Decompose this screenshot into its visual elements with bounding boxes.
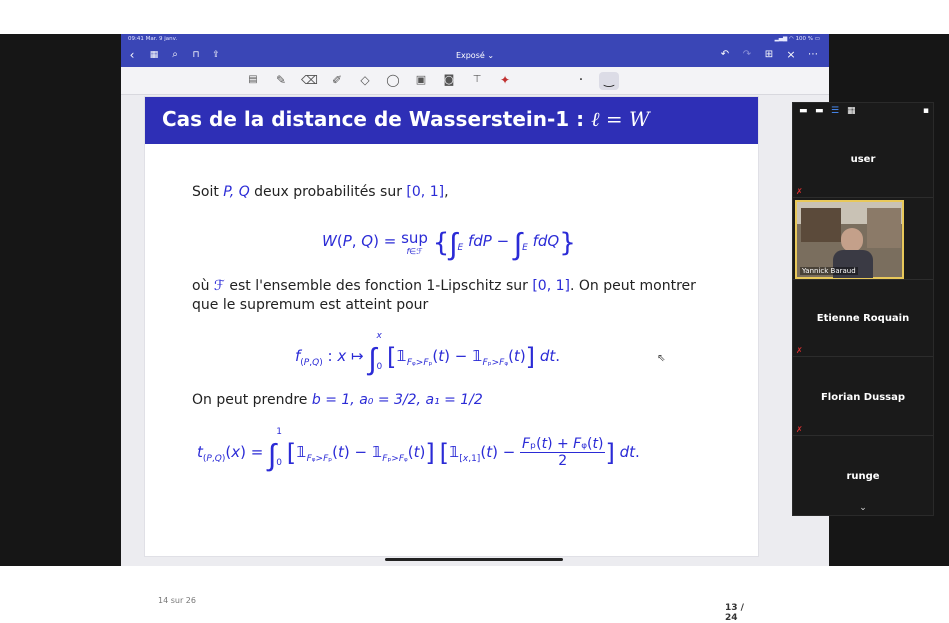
scroll-down-chevron-icon[interactable]: ⌄ (859, 503, 867, 513)
video-name-label: Yannick Baraud (802, 267, 856, 275)
formula-t-pq: $t_{(P,Q)}(x) = \int 1$ 0 [$𝟙_{Fᵩ>F_p}(t)$ − $𝟙_{F_p>Fᵩ}(t)$] [$𝟙_{[x,1]}(t)$ − $\frac{\text{Fₚ(t) + Fᵩ(t)}}{2}$ ] dt. (197, 427, 640, 473)
dot-icon[interactable]: · (578, 72, 584, 88)
highlighter-icon[interactable]: ✐ (331, 73, 343, 87)
pen-icon[interactable]: ✎ (275, 73, 287, 87)
participant-name: user (850, 154, 876, 165)
formula-f-pq: $f_{(P,Q)}$ : x ↦ ∫x 0 [$𝟙_{Fᵩ>F_p}(t)$ − $𝟙_{F_p>Fᵩ}(t)$] dt. (295, 331, 561, 377)
gallery-view-icon[interactable]: ▦ (847, 106, 856, 116)
video-person-head (841, 228, 863, 252)
home-indicator (385, 558, 563, 561)
bookmark-icon[interactable]: ⊓ (192, 50, 200, 60)
expand-icon[interactable]: ▪ (922, 106, 929, 116)
divider (793, 435, 933, 436)
text-icon[interactable]: ⊤ (472, 74, 482, 85)
speaker-view-icon[interactable]: ☰ (831, 106, 840, 116)
back-icon[interactable]: ‹ (129, 48, 135, 62)
lasso-icon[interactable]: ◯ (386, 73, 400, 87)
divider (793, 197, 933, 198)
more-icon[interactable]: ⋯ (808, 49, 818, 60)
document-title[interactable]: Exposé ⌄ (455, 51, 495, 60)
shapes-icon[interactable]: ◇ (360, 73, 370, 87)
slide-line-2: où ℱ est l'ensemble des fonction 1-Lipschitz sur [0, 1]. On peut montrer (192, 278, 696, 294)
muted-mic-icon: ✗ (796, 187, 803, 196)
strip-view-icon[interactable]: ▬ (815, 106, 824, 116)
slide-title-bar (145, 97, 758, 144)
close-icon[interactable]: × (786, 48, 796, 61)
eraser-icon[interactable]: ⌫ (301, 73, 318, 87)
curve-icon[interactable]: ‿ (604, 73, 614, 87)
undo-icon[interactable]: ↶ (720, 49, 730, 60)
redo-icon[interactable]: ↷ (742, 49, 752, 60)
muted-mic-icon: ✗ (796, 425, 803, 434)
annotation-toolbar (121, 67, 829, 95)
video-shelf (801, 208, 841, 242)
app-navbar (121, 45, 829, 67)
reader-icon[interactable]: ▤ (248, 74, 258, 85)
slide-line-3: que le supremum est atteint pour (192, 297, 429, 313)
zoom-panel-header (793, 103, 935, 121)
add-page-icon[interactable]: ⊞ (764, 49, 774, 60)
pdf-slide (144, 96, 759, 623)
divider (793, 279, 933, 280)
slide-line-4: On peut prendre b = 1, a₀ = 3/2, a₁ = 1/2 (192, 392, 483, 408)
slide-title: Cas de la distance de Wasserstein-1 : ℓ = W (162, 107, 650, 131)
camera-icon[interactable]: ◙ (443, 73, 455, 86)
grid-icon[interactable]: ▦ (149, 50, 159, 60)
laser-icon[interactable]: ✦ (499, 73, 511, 87)
search-icon[interactable]: ⌕ (172, 49, 178, 60)
status-bar (121, 34, 829, 45)
video-shelf-right (867, 208, 901, 248)
zoom-participants-panel (792, 102, 934, 516)
participant-name: Florian Dussap (820, 392, 906, 403)
page-counter: 14 sur 26 (158, 596, 196, 605)
ipad-screen-share (121, 34, 829, 623)
status-battery: ▂▄▆ ◠ 100 % ▭ (774, 36, 820, 42)
participant-video[interactable] (795, 200, 904, 279)
slide-line-1: Soit P, Q deux probabilités sur [0, 1], (192, 184, 449, 200)
image-icon[interactable]: ▣ (415, 73, 427, 86)
slide-number: 13 / 24 (725, 603, 744, 623)
muted-mic-icon: ✗ (796, 346, 803, 355)
status-time: 09:41 Mar. 9 janv. (128, 36, 178, 42)
share-icon[interactable]: ⇪ (212, 50, 220, 60)
minimize-icon[interactable]: ▬ (799, 106, 808, 116)
mouse-cursor-icon: ⇖ (657, 353, 666, 364)
divider (793, 356, 933, 357)
participant-name: Etienne Roquain (816, 313, 910, 324)
formula-wasserstein: W(P, Q) = sup f∈ℱ {$\int_E$ fdP − $\int_E$ fdQ} (322, 227, 576, 262)
participant-name: runge (846, 471, 880, 482)
